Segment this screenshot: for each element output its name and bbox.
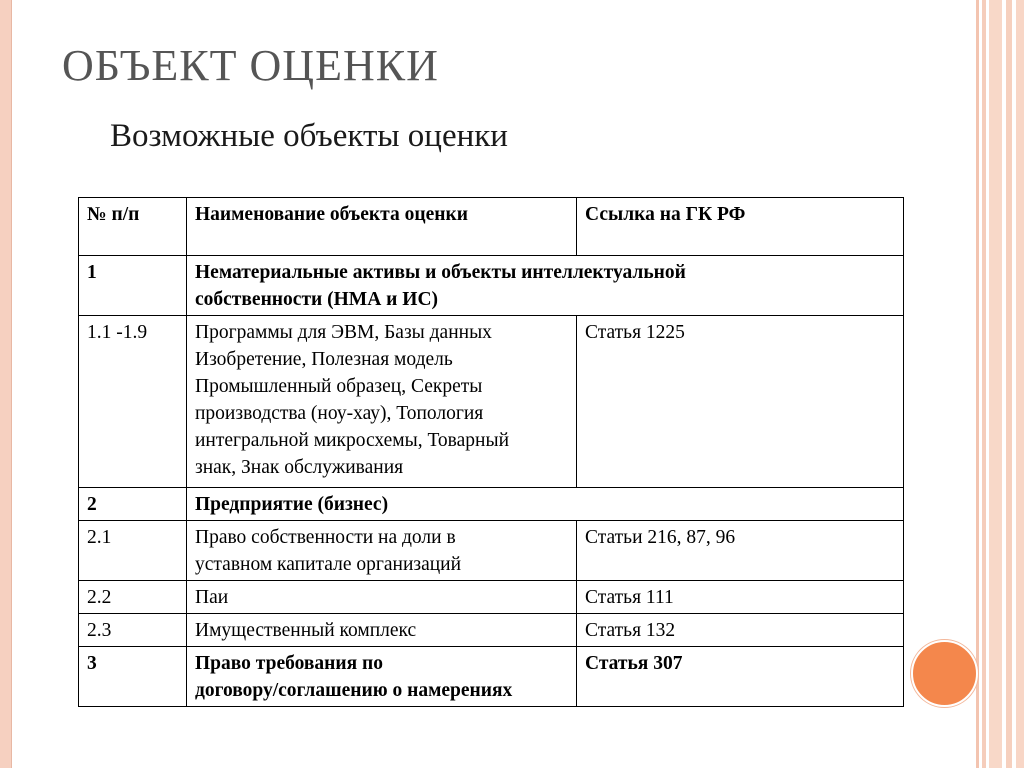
row-num: 3 bbox=[79, 647, 187, 707]
slide-frame-left bbox=[0, 0, 11, 768]
table-row bbox=[79, 316, 904, 488]
header-num: № п/п bbox=[79, 198, 187, 256]
row-num: 2.3 bbox=[79, 614, 187, 647]
row-num: 2.2 bbox=[79, 581, 187, 614]
row-ref: Статья 111 bbox=[577, 581, 904, 614]
slide-subtitle: Возможные объекты оценки bbox=[110, 118, 508, 154]
row-ref: Статья 1225 bbox=[577, 316, 904, 488]
row-num: 2.1 bbox=[79, 521, 187, 581]
row-num: 1 bbox=[79, 256, 187, 316]
header-ref: Ссылка на ГК РФ bbox=[577, 198, 904, 256]
row-num: 1.1 -1.9 bbox=[79, 316, 187, 488]
table-row bbox=[79, 647, 904, 707]
row-name: Имущественный комплекс bbox=[187, 614, 577, 647]
row-ref: Статья 132 bbox=[577, 614, 904, 647]
table-row bbox=[79, 581, 904, 614]
row-num: 2 bbox=[79, 488, 187, 521]
row-name: Право собственности на доли в уставном капитале организаций bbox=[187, 521, 577, 581]
valuation-objects-table bbox=[78, 197, 904, 707]
table-row bbox=[79, 521, 904, 581]
table-row bbox=[79, 614, 904, 647]
row-name: Паи bbox=[187, 581, 577, 614]
header-name: Наименование объекта оценки bbox=[187, 198, 577, 256]
decorative-circle bbox=[911, 640, 978, 707]
slide-frame-right bbox=[976, 0, 1024, 768]
table-header-row bbox=[79, 198, 904, 256]
table-row bbox=[79, 488, 904, 521]
row-name: Нематериальные активы и объекты интеллектуальной собственности (НМА и ИС) bbox=[187, 256, 904, 316]
row-ref: Статьи 216, 87, 96 bbox=[577, 521, 904, 581]
row-name: Предприятие (бизнес) bbox=[187, 488, 904, 521]
slide-title: ОБЪЕКТ ОЦЕНКИ bbox=[62, 41, 439, 90]
row-name: Право требования по договору/соглашению о намерениях bbox=[187, 647, 577, 707]
row-ref: Статья 307 bbox=[577, 647, 904, 707]
table-row bbox=[79, 256, 904, 316]
row-name: Программы для ЭВМ, Базы данных Изобретение, Полезная модель Промышленный образец, Секреты производства (ноу-хау), Топология интегральной микросхемы, Товарный знак, Знак обслуживания bbox=[187, 316, 577, 488]
